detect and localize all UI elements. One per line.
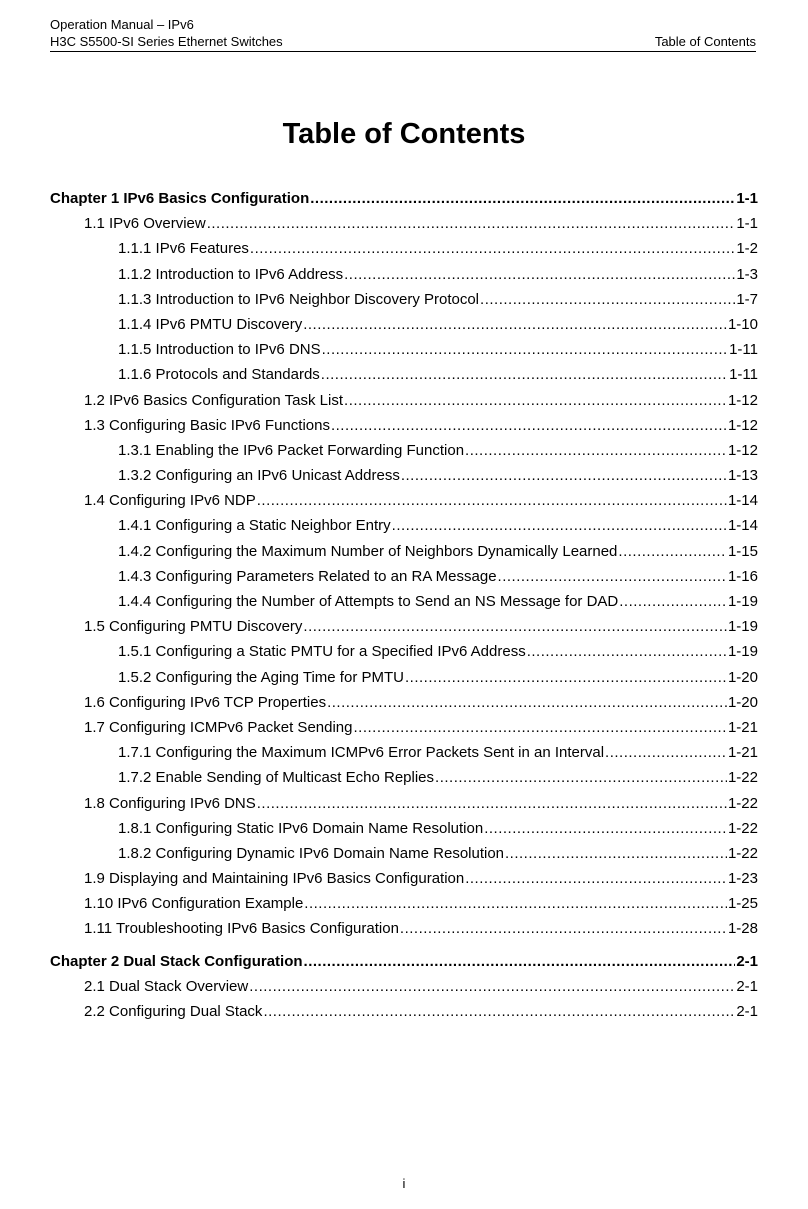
toc-section-entry[interactable] [50, 795, 758, 820]
toc-entry-page: 1-16 [727, 567, 758, 585]
toc-entry-page: 1-10 [727, 315, 758, 333]
page-number: i [402, 1176, 406, 1191]
toc-entry-page: 1-22 [727, 844, 758, 862]
dot-leader [257, 492, 727, 509]
toc-section-entry[interactable] [50, 895, 758, 920]
toc-entry-title: 1.8.1 Configuring Static IPv6 Domain Name Resolution [118, 819, 484, 837]
dot-leader [401, 467, 727, 484]
toc-entry-title: 1.2 IPv6 Basics Configuration Task List [84, 391, 344, 409]
dot-leader [322, 341, 728, 358]
dot-leader [498, 568, 727, 585]
toc-subsection-entry[interactable] [50, 341, 758, 366]
dot-leader [257, 795, 727, 812]
header-product-name: H3C S5500-SI Series Ethernet Switches [50, 34, 283, 49]
toc-entry-title: 2.2 Configuring Dual Stack [84, 1003, 263, 1020]
toc-entry-page: 1-22 [727, 819, 758, 837]
toc-entry-title: 1.9 Displaying and Maintaining IPv6 Basics Configuration [84, 870, 465, 888]
toc-subsection-entry[interactable] [50, 643, 758, 668]
toc-entry-title: 1.7.2 Enable Sending of Multicast Echo Replies [118, 769, 435, 787]
dot-leader [400, 920, 727, 937]
toc-section-entry[interactable] [50, 694, 758, 719]
dot-leader [435, 769, 727, 786]
toc-entry-page: 1-22 [727, 794, 758, 812]
toc-section-entry[interactable] [50, 215, 758, 240]
toc-entry-page: 1-20 [727, 668, 758, 686]
toc-subsection-entry[interactable] [50, 266, 758, 291]
toc-entry-title: 1.7.1 Configuring the Maximum ICMPv6 Error Packets Sent in an Interval [118, 744, 605, 762]
toc-entry-title: 1.5 Configuring PMTU Discovery [84, 618, 303, 636]
dot-leader [327, 694, 727, 711]
toc-subsection-entry[interactable] [50, 291, 758, 316]
dot-leader [344, 266, 735, 283]
toc-section-entry[interactable] [50, 492, 758, 517]
toc-section-entry[interactable] [50, 392, 758, 417]
toc-entry-title: 1.4.3 Configuring Parameters Related to an RA Message [118, 567, 497, 585]
toc-section-entry[interactable] [50, 978, 758, 1003]
toc-subsection-entry[interactable] [50, 366, 758, 391]
toc-section-entry[interactable] [50, 719, 758, 744]
toc-entry-title: 1.4 Configuring IPv6 NDP [84, 492, 256, 510]
toc-subsection-entry[interactable] [50, 845, 758, 870]
toc-entry-page: 1-25 [727, 895, 758, 913]
toc-entry-page: 1-1 [736, 190, 758, 207]
dot-leader [465, 870, 727, 887]
toc-subsection-entry[interactable] [50, 769, 758, 794]
toc-subsection-entry[interactable] [50, 820, 758, 845]
toc-entry-title: 1.6 Configuring IPv6 TCP Properties [84, 693, 327, 711]
dot-leader [480, 291, 735, 308]
toc-entry-title: 1.8 Configuring IPv6 DNS [84, 794, 256, 812]
toc-entry-page: 1-7 [736, 290, 758, 308]
dot-leader [331, 417, 727, 434]
toc-entry-page: 1-20 [727, 693, 758, 711]
toc-entry-page: 2-1 [736, 1003, 758, 1020]
toc-entry-page: 1-22 [727, 769, 758, 787]
toc-section-entry[interactable] [50, 920, 758, 945]
toc-entry-title: 1.1.1 IPv6 Features [118, 240, 249, 258]
toc-entry-title: 1.1.5 Introduction to IPv6 DNS [118, 341, 321, 359]
page-title: Table of Contents [282, 118, 526, 150]
toc-subsection-entry[interactable] [50, 316, 758, 341]
toc-entry-title: 1.1.3 Introduction to IPv6 Neighbor Discovery Protocol [118, 290, 480, 308]
dot-leader [605, 744, 727, 761]
toc-entry-page: 1-14 [727, 517, 758, 535]
toc-entry-title: 1.1 IPv6 Overview [84, 215, 206, 233]
dot-leader [618, 543, 727, 560]
toc-entry-title: 1.7 Configuring ICMPv6 Packet Sending [84, 718, 353, 736]
toc-subsection-entry[interactable] [50, 240, 758, 265]
toc-chapter-entry[interactable] [50, 953, 758, 978]
toc-section-entry[interactable] [50, 1003, 758, 1028]
toc-entry-title: 1.1.6 Protocols and Standards [118, 366, 320, 384]
dot-leader [304, 953, 736, 970]
toc-subsection-entry[interactable] [50, 744, 758, 769]
toc-entry-title: 1.3 Configuring Basic IPv6 Functions [84, 416, 330, 434]
toc-entry-title: 1.4.1 Configuring a Static Neighbor Entry [118, 517, 391, 535]
dot-leader [249, 978, 735, 995]
toc-entry-page: 1-19 [727, 593, 758, 610]
toc-entry-page: 2-1 [736, 977, 758, 995]
toc-entry-title: 1.3.1 Enabling the IPv6 Packet Forwarding Function [118, 441, 465, 459]
toc-subsection-entry[interactable] [50, 669, 758, 694]
toc-subsection-entry[interactable] [50, 568, 758, 593]
toc-chapter-entry[interactable] [50, 190, 758, 215]
toc-entry-title: Chapter 1 IPv6 Basics Configuration [50, 190, 310, 207]
toc-entry-page: 2-1 [736, 952, 758, 970]
toc-subsection-entry[interactable] [50, 593, 758, 618]
toc-section-entry[interactable] [50, 417, 758, 442]
dot-leader [303, 618, 727, 635]
toc-entry-title: 1.5.1 Configuring a Static PMTU for a Specified IPv6 Address [118, 643, 526, 661]
toc-entry-page: 1-2 [736, 240, 758, 258]
toc-entry-page: 1-23 [727, 870, 758, 888]
dot-leader [527, 643, 727, 660]
header-section-name: Table of Contents [654, 34, 756, 49]
toc-entry-page: 1-3 [736, 265, 758, 283]
dot-leader [405, 669, 727, 686]
toc-entry-page: 1-19 [727, 643, 758, 661]
dot-leader [310, 190, 735, 207]
dot-leader [353, 719, 726, 736]
toc-section-entry[interactable] [50, 870, 758, 895]
toc-entry-page: 1-21 [727, 744, 758, 762]
toc-subsection-entry[interactable] [50, 517, 758, 542]
toc-entry-title: 1.4.4 Configuring the Number of Attempts to Send an NS Message for DAD [118, 593, 619, 610]
toc-entry-title: 1.1.4 IPv6 PMTU Discovery [118, 315, 303, 333]
toc-entry-title: 1.3.2 Configuring an IPv6 Unicast Address [118, 467, 400, 485]
toc-entry-page: 1-13 [727, 467, 758, 485]
dot-leader [484, 820, 727, 837]
dot-leader [505, 845, 727, 862]
dot-leader [392, 517, 727, 534]
toc-entry-page: 1-12 [727, 391, 758, 409]
toc-entry-page: 1-11 [729, 366, 758, 384]
toc-subsection-entry[interactable] [50, 467, 758, 492]
toc-entry-title: 1.5.2 Configuring the Aging Time for PMTU [118, 668, 404, 686]
toc-entry-page: 1-28 [727, 920, 758, 938]
dot-leader [344, 392, 727, 409]
toc-entry-page: 1-19 [727, 618, 758, 636]
toc-entry-page: 1-21 [727, 718, 758, 736]
toc-entry-page: 1-12 [727, 441, 758, 459]
toc-entry-title: 1.1.2 Introduction to IPv6 Address [118, 265, 344, 283]
header-manual-title: Operation Manual – IPv6 [50, 17, 194, 32]
toc-entry-page: 1-15 [727, 542, 758, 560]
toc-entry-page: 1-1 [736, 215, 758, 233]
toc-entry-title: 1.11 Troubleshooting IPv6 Basics Configuration [84, 920, 399, 938]
toc-entry-page: 1-12 [727, 416, 758, 434]
toc-entry-title: 2.1 Dual Stack Overview [84, 977, 249, 995]
dot-leader [303, 316, 727, 333]
toc-entry-title: 1.10 IPv6 Configuration Example [84, 895, 304, 913]
toc-section-entry[interactable] [50, 618, 758, 643]
toc-entry-title: Chapter 2 Dual Stack Configuration [50, 952, 303, 970]
dot-leader [263, 1003, 735, 1020]
toc-entry-title: 1.8.2 Configuring Dynamic IPv6 Domain Name Resolution [118, 844, 505, 862]
dot-leader [207, 215, 736, 232]
dot-leader [465, 442, 727, 459]
toc-entry-title: 1.4.2 Configuring the Maximum Number of Neighbors Dynamically Learned [118, 542, 618, 560]
toc-subsection-entry[interactable] [50, 543, 758, 568]
dot-leader [619, 593, 727, 610]
dot-leader [321, 366, 728, 383]
table-of-contents [50, 190, 758, 1028]
dot-leader [304, 895, 727, 912]
page-header [50, 16, 756, 52]
toc-subsection-entry[interactable] [50, 442, 758, 467]
toc-entry-page: 1-11 [729, 341, 758, 359]
dot-leader [250, 240, 735, 257]
toc-entry-page: 1-14 [727, 492, 758, 510]
